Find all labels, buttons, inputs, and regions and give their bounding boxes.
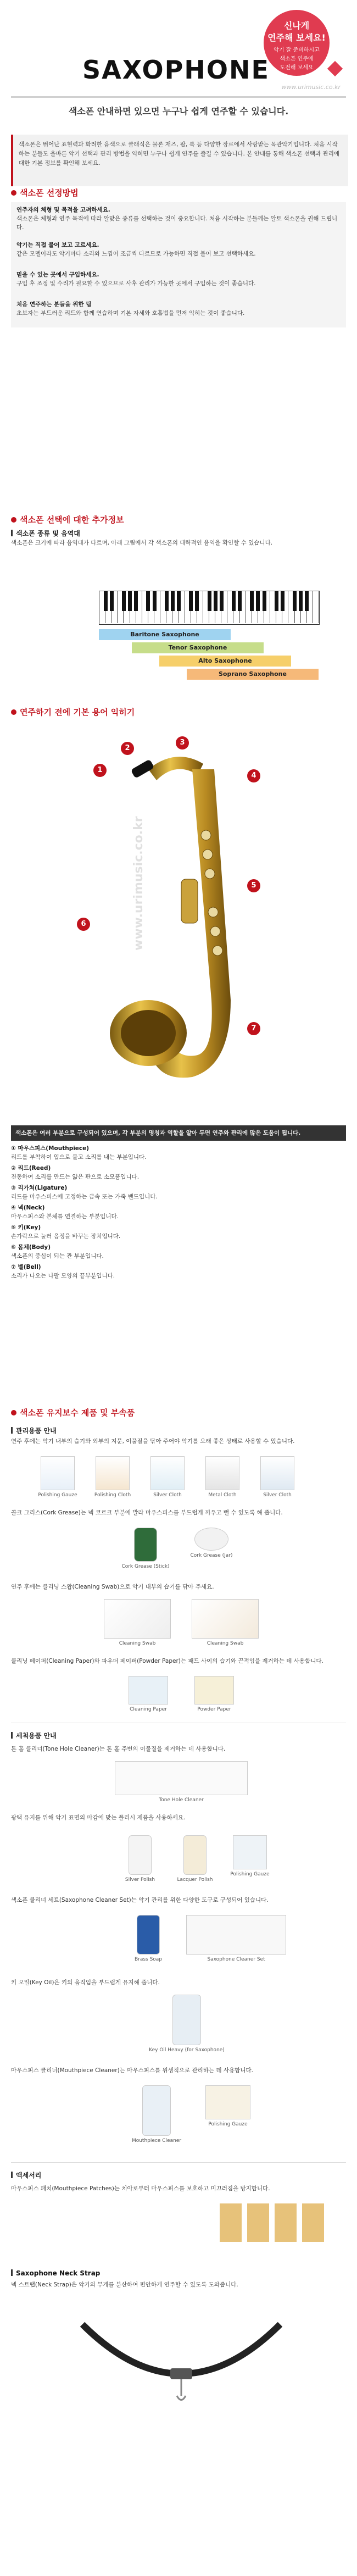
- tip-1: [11, 202, 346, 237]
- product-label: Metal Cloth: [208, 1492, 237, 1498]
- piano-black-key: [220, 591, 224, 611]
- product-image: [192, 1599, 259, 1639]
- product-image: [142, 2085, 171, 2136]
- section-heading-text: 색소폰 선정방법: [20, 188, 79, 198]
- section-heading-range: [11, 514, 124, 525]
- patch-pack-image: [302, 2203, 324, 2242]
- product-image: [104, 1599, 171, 1639]
- range-chart: [11, 569, 346, 701]
- page-title: SAXOPHONE: [82, 55, 270, 85]
- piano-black-key: [177, 591, 181, 611]
- piano-black-key: [281, 591, 285, 611]
- badge-line-2: 연주해 보세요!: [267, 32, 326, 43]
- tip-body: 구입 후 조정 및 수리가 필요할 수 있으므로 사후 관리가 가능한 곳에서 구입하는 것이 좋습니다.: [16, 280, 256, 287]
- product-label: Cork Grease (Stick): [121, 1564, 170, 1569]
- care-subtitle-2: 세척용품 안내: [11, 1731, 57, 1740]
- callout-5: 5: [247, 879, 260, 892]
- strap-title: Saxophone Neck Strap: [11, 2269, 100, 2277]
- part-body: 손가락으로 눌러 음정을 바꾸는 장치입니다.: [11, 1233, 121, 1240]
- piano-keyboard: [99, 591, 320, 625]
- bullet-icon: [11, 709, 16, 715]
- accessories-title: 액세서리: [11, 2170, 41, 2180]
- product-image: [129, 1835, 152, 1875]
- product-item: [110, 1761, 253, 1803]
- section-heading-text: 색소폰 유지보수 제품 및 부속품: [20, 1408, 135, 1418]
- tip-title: 믿을 수 있는 곳에서 구입하세요.: [16, 271, 99, 278]
- product-label: Cleaning Swab: [207, 1641, 244, 1646]
- product-label: Mouthpiece Cleaner: [131, 2138, 182, 2144]
- callout-4: 4: [247, 769, 260, 782]
- product-label: Cleaning Paper: [130, 1707, 167, 1712]
- product-item: [99, 1599, 176, 1646]
- parts-explanation: [11, 1125, 346, 1280]
- product-image: [129, 1676, 168, 1705]
- product-image: [41, 1456, 75, 1490]
- piano-black-key: [110, 591, 114, 611]
- section-heading-choose: [11, 187, 79, 198]
- patch-pack-image: [247, 2203, 269, 2242]
- header-url: www.urimusic.co.kr: [281, 84, 341, 91]
- piano-black-key: [171, 591, 175, 611]
- product-label: Silver Cloth: [263, 1492, 292, 1498]
- tip-3: [11, 267, 346, 298]
- piano-black-key: [256, 591, 260, 611]
- bullet-icon: [11, 190, 16, 196]
- saxophone-illustration: [66, 736, 297, 1121]
- product-label: Polishing Cloth: [94, 1492, 131, 1498]
- piano-black-key: [165, 591, 169, 611]
- product-label: Saxophone Cleaner Set: [207, 1957, 265, 1962]
- product-image: [186, 1915, 286, 1955]
- product-item: [88, 1456, 137, 1498]
- part-name: ① 마우스피스(Mouthpiece): [11, 1145, 90, 1152]
- divider: [11, 2162, 346, 2163]
- product-item: [143, 1456, 192, 1498]
- swab-text: 연주 후에는 클리닝 스왑(Cleaning Swab)으로 악기 내부의 습기를 닦아 주세요.: [11, 1584, 214, 1590]
- tip-title: 처음 연주하는 분들을 위한 팁: [16, 301, 92, 308]
- product-image: [134, 1528, 157, 1562]
- piano-black-key: [208, 591, 211, 611]
- product-item: [126, 2085, 187, 2144]
- watermark: www.urimusic.co.kr: [132, 816, 146, 951]
- product-item: [198, 1456, 247, 1498]
- tip-body: 같은 모델이라도 악기마다 소리와 느낌이 조금씩 다르므로 가능하면 직접 불어 보고 선택하세요.: [16, 251, 256, 257]
- product-item: [132, 1995, 242, 2053]
- intro-box: 색소폰은 뛰어난 표현력과 화려한 음색으로 클래식은 물론 재즈, 팝, 록 등 다양한 장르에서 사랑받는 목관악기입니다. 처음 시작하는 분들도 올바른 악기 선택과 관리 방법을 익히면 누구나 쉽게 연주를 즐길 수 있습니다. 본 안내를 통해 색소폰 선택과 관리에 대한 기본 정보를 확인해 보세요.: [11, 135, 348, 186]
- piano-black-key: [122, 591, 126, 611]
- piano-black-key: [263, 591, 266, 611]
- product-label: Powder Paper: [197, 1707, 231, 1712]
- neck-strap-image: [71, 2302, 291, 2412]
- product-item: [181, 1915, 291, 1962]
- product-image: [194, 1528, 228, 1551]
- product-image: [150, 1456, 185, 1490]
- bullet-icon: [11, 1410, 16, 1415]
- piano-black-key: [104, 591, 108, 611]
- patch-pack-image: [220, 2203, 242, 2242]
- product-item: [126, 1915, 170, 1962]
- product-label: Polishing Gauze: [38, 1492, 77, 1498]
- product-label: Silver Polish: [125, 1877, 155, 1883]
- product-image: [115, 1761, 248, 1795]
- piano-black-key: [293, 591, 297, 611]
- mpclean-text: 마우스피스 클리너(Mouthpiece Cleaner)는 마우스피스를 위생적으로 관리하는 데 사용합니다.: [11, 2067, 253, 2074]
- piano-black-key: [214, 591, 217, 611]
- parts-highlight: 색소폰은 여러 부분으로 구성되어 있으며, 각 부분의 명칭과 역할을 알아 두면 연주와 관리에 많은 도움이 됩니다.: [11, 1125, 346, 1141]
- callout-7: 7: [247, 1022, 260, 1035]
- section-heading-parts: [11, 706, 135, 718]
- product-label: Lacquer Polish: [177, 1877, 213, 1883]
- care-body-1: 연주 후에는 악기 내부의 습기와 외부의 지문, 이물질을 닦아 주어야 악기를 오래 좋은 상태로 사용할 수 있습니다.: [11, 1438, 295, 1445]
- callout-6: 6: [77, 918, 90, 931]
- patches-text: 마우스피스 패치(Mouthpiece Patches)는 치아로부터 마우스피스를 보호하고 미끄러짐을 방지합니다.: [11, 2185, 270, 2192]
- product-label: Polishing Gauze: [230, 1872, 270, 1877]
- product-item: [181, 1528, 242, 1558]
- part-body: 색소폰의 중심이 되는 관 부분입니다.: [11, 1253, 104, 1259]
- polish-text: 광택 유지를 위해 악기 표면의 마감에 맞는 폴리시 제품을 사용하세요.: [11, 1814, 186, 1821]
- range-desc: 색소폰은 크기에 따라 음역대가 다르며, 아래 그림에서 각 색소폰의 대략적인 음역을 확인할 수 있습니다.: [11, 540, 273, 546]
- piano-black-key: [189, 591, 193, 611]
- range-bar-tenor: Tenor Saxophone: [132, 642, 264, 653]
- badge-line-1: 신나게: [283, 20, 310, 31]
- product-image: [137, 1915, 160, 1955]
- piano-black-key: [275, 591, 278, 611]
- part-name: ② 리드(Reed): [11, 1165, 51, 1172]
- product-item: [121, 1676, 176, 1712]
- tip-4: [11, 297, 346, 327]
- patches-images: [220, 2203, 330, 2247]
- part-name: ⑦ 벨(Bell): [11, 1264, 41, 1270]
- part-body: 소리가 나오는 나팔 모양의 끝부분입니다.: [11, 1273, 115, 1279]
- pick-icon: [327, 61, 343, 76]
- piano-black-key: [299, 591, 303, 611]
- product-image: [194, 1676, 234, 1705]
- piano-black-key: [128, 591, 132, 611]
- piano-black-key: [153, 591, 157, 611]
- keyoil-text: 키 오일(Key Oil)은 키의 움직임을 부드럽게 유지해 줍니다.: [11, 1979, 160, 1986]
- piano-black-key: [250, 591, 254, 611]
- product-item: [225, 1835, 275, 1877]
- product-label: Brass Soap: [134, 1957, 163, 1962]
- range-bar-baritone: Baritone Saxophone: [99, 629, 231, 640]
- product-image: [205, 2085, 250, 2119]
- part-body: 마우스피스와 본체를 연결하는 부분입니다.: [11, 1213, 119, 1220]
- range-subtitle: 색소폰 종류 및 음역대: [11, 529, 80, 538]
- part-body: 리드를 마우스피스에 고정하는 금속 또는 가죽 밴드입니다.: [11, 1193, 158, 1200]
- product-item: [187, 1599, 264, 1646]
- product-label: Tone Hole Cleaner: [159, 1797, 204, 1803]
- piano-black-key: [232, 591, 236, 611]
- piano-black-key: [305, 591, 309, 611]
- tip-body: 초보자는 부드러운 리드와 함께 연습하며 기본 자세와 호흡법을 먼저 익히는 것이 좋습니다.: [16, 310, 245, 317]
- patch-pack-image: [275, 2203, 297, 2242]
- range-bar-alto: Alto Saxophone: [159, 656, 291, 667]
- saxophone-diagram: [66, 736, 297, 1121]
- badge-bubble: [264, 10, 330, 76]
- section-heading-care: [11, 1407, 135, 1418]
- paper-text: 클리닝 페이퍼(Cleaning Paper)와 파우더 페이퍼(Powder Paper)는 패드 사이의 습기와 끈적임을 제거하는 데 사용합니다.: [11, 1658, 323, 1664]
- product-item: [115, 1528, 176, 1569]
- care-subtitle-1: 관리용품 안내: [11, 1426, 57, 1435]
- product-image: [183, 1835, 207, 1875]
- piano-black-key: [195, 591, 199, 611]
- piano-white-key: [313, 591, 319, 623]
- product-image: [233, 1835, 267, 1869]
- promo-badge: [264, 5, 346, 77]
- product-label: Silver Cloth: [153, 1492, 182, 1498]
- tip-2: [11, 237, 346, 268]
- tagline: 색소폰 안내하면 있으면 누구나 쉽게 연주할 수 있습니다.: [68, 106, 289, 116]
- callout-3: 3: [176, 736, 189, 750]
- part-body: 리드를 부착하여 입으로 물고 소리를 내는 부분입니다.: [11, 1154, 147, 1161]
- bullet-icon: [11, 517, 16, 523]
- part-name: ③ 리가쳐(Ligature): [11, 1185, 68, 1191]
- product-label: Cork Grease (Jar): [190, 1553, 233, 1558]
- product-label: Key Oil Heavy (for Saxophone): [149, 2047, 225, 2053]
- badge-line-4: 색소폰 연주에: [280, 56, 314, 62]
- tonehole-text: 톤 홀 클리너(Tone Hole Cleaner)는 톤 홀 주변의 이물질을 제거하는 데 사용합니다.: [11, 1746, 226, 1752]
- product-label: Polishing Gauze: [208, 2122, 248, 2127]
- product-image: [260, 1456, 294, 1490]
- header-rule: [11, 96, 346, 98]
- callout-2: 2: [121, 742, 134, 755]
- part-name: ④ 넥(Neck): [11, 1204, 45, 1211]
- tip-title: 연주자의 체형 및 목적을 고려하세요.: [16, 207, 110, 213]
- callout-1: 1: [93, 764, 107, 777]
- product-item: [33, 1456, 82, 1498]
- piano-black-key: [238, 591, 242, 611]
- product-image: [172, 1995, 201, 2045]
- piano-black-key: [146, 591, 150, 611]
- product-image: [205, 1456, 239, 1490]
- product-item: [253, 1456, 302, 1498]
- strap-text: 넥 스트랩(Neck Strap)은 악기의 무게를 분산하여 편안하게 연주할 수 있도록 도와줍니다.: [11, 2281, 238, 2288]
- cork-text: 콜크 그리스(Cork Grease)는 넥 코르크 부분에 발라 마우스피스를 부드럽게 끼우고 뺄 수 있도록 해 줍니다.: [11, 1509, 283, 1516]
- header: [0, 0, 357, 132]
- part-name: ⑥ 몸체(Body): [11, 1244, 51, 1251]
- section-heading-text: 색소폰 선택에 대한 추가정보: [20, 515, 124, 525]
- part-name: ⑤ 키(Key): [11, 1224, 41, 1231]
- part-body: 진동하여 소리를 만드는 얇은 판으로 소모품입니다.: [11, 1174, 140, 1180]
- product-item: [187, 1676, 242, 1712]
- saxclean-text: 색소폰 클리너 세트(Saxophone Cleaner Set)는 악기 관리를 위한 다양한 도구로 구성되어 있습니다.: [11, 1897, 269, 1903]
- product-label: Cleaning Swab: [119, 1641, 156, 1646]
- tip-body: 색소폰은 체형과 연주 목적에 따라 알맞은 종류를 선택하는 것이 중요합니다. 처음 시작하는 분들께는 알토 색소폰을 권해 드립니다.: [16, 215, 338, 231]
- range-bar-soprano: Soprano Saxophone: [187, 669, 319, 680]
- product-item: [198, 2085, 258, 2127]
- tip-title: 악기는 직접 불어 보고 고르세요.: [16, 242, 99, 248]
- badge-line-3: 악기 잘 준비하시고: [274, 47, 320, 53]
- product-item: [115, 1835, 165, 1883]
- section-heading-text: 연주하기 전에 기본 용어 익히기: [20, 707, 135, 717]
- product-item: [170, 1835, 220, 1883]
- badge-line-5: 도전해 보세요: [280, 65, 314, 71]
- piano-black-key: [134, 591, 138, 611]
- product-image: [96, 1456, 130, 1490]
